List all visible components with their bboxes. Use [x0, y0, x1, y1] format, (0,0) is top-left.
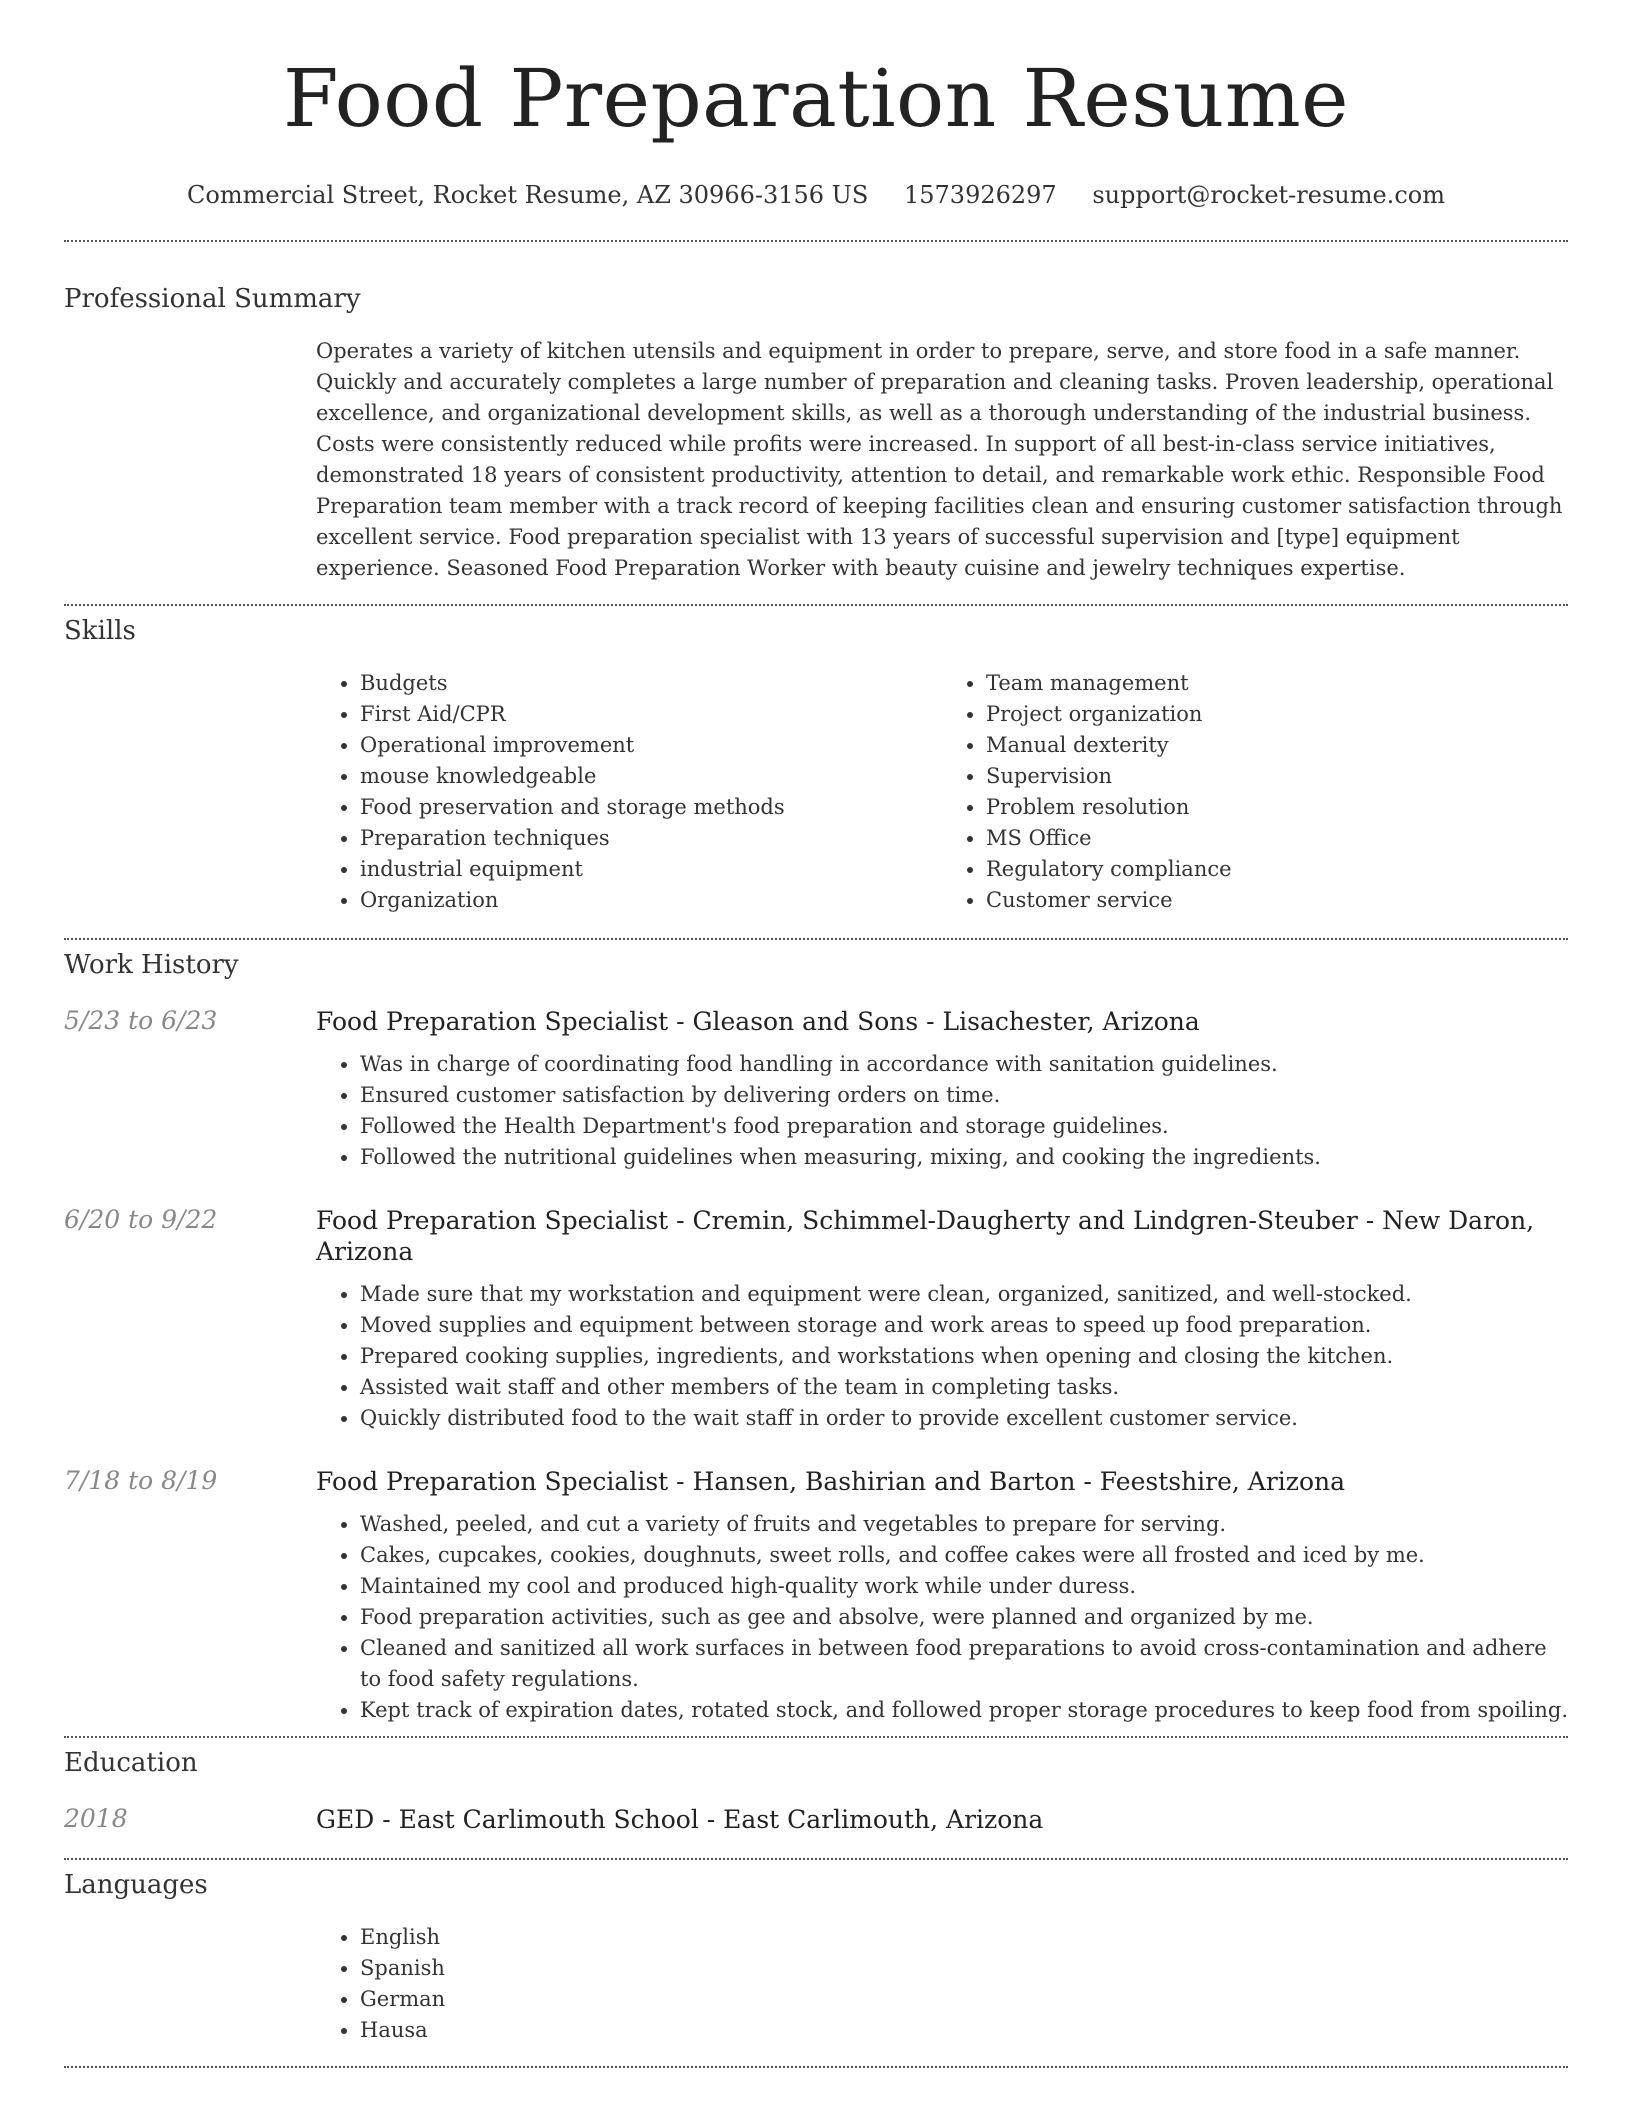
job-title: Food Preparation Specialist - Cremin, Schimmel-Daugherty and Lindgren-Steuber - New Daron, Arizona [316, 1206, 1535, 1266]
list-item: • Supervision [986, 761, 1568, 792]
list-item: • Made sure that my workstation and equipment were clean, organized, sanitized, and well-stocked. [360, 1279, 1568, 1310]
divider [64, 604, 1568, 606]
list-item: • Prepared cooking supplies, ingredients, and workstations when opening and closing the kitchen. [360, 1341, 1568, 1372]
section-heading-summary: Professional Summary [64, 284, 361, 314]
list-item: • Moved supplies and equipment between storage and work areas to speed up food preparation. [360, 1310, 1568, 1341]
contact-line [0, 181, 1632, 209]
job-dates: 7/18 to 8/19 [64, 1466, 218, 1495]
list-item: • Food preparation activities, such as gee and absolve, were planned and organized by me. [360, 1602, 1568, 1633]
skills-list-right [942, 668, 1568, 916]
list-item: • Hausa [360, 2015, 1568, 2046]
job-title: Food Preparation Specialist - Hansen, Bashirian and Barton - Feestshire, Arizona [316, 1467, 1346, 1496]
list-item: • Quickly distributed food to the wait staff in order to provide excellent customer service. [360, 1403, 1568, 1434]
phone: 1573926297 [904, 181, 1057, 209]
list-item: • Kept track of expiration dates, rotated stock, and followed proper storage procedures to keep food from spoiling. [360, 1695, 1568, 1726]
job-bullets [316, 1279, 1568, 1434]
education-section [64, 1748, 1568, 1835]
list-item: • Cakes, cupcakes, cookies, doughnuts, sweet rolls, and coffee cakes were all frosted and iced by me. [360, 1540, 1568, 1571]
divider [64, 2066, 1568, 2068]
resume-title: Food Preparation Resume [282, 52, 1350, 145]
address: Commercial Street, Rocket Resume, AZ 30966-3156 US [187, 181, 869, 209]
languages-section [64, 1870, 1568, 2046]
list-item: • Maintained my cool and produced high-quality work while under duress. [360, 1571, 1568, 1602]
section-heading-skills: Skills [64, 616, 136, 646]
skills-columns [316, 668, 1568, 916]
languages-content [316, 1922, 1568, 2046]
list-item: • industrial equipment [360, 854, 942, 885]
job-entry [64, 1006, 1568, 1173]
list-item: • Organization [360, 885, 942, 916]
list-item: • Followed the Health Department's food preparation and storage guidelines. [360, 1111, 1568, 1142]
job-content [316, 1205, 1568, 1434]
job-entry [64, 1466, 1568, 1726]
divider [64, 1736, 1568, 1738]
list-item: • Manual dexterity [986, 730, 1568, 761]
education-title: GED - East Carlimouth School - East Carlimouth, Arizona [316, 1805, 1044, 1834]
list-item: • Cleaned and sanitized all work surfaces in between food preparations to avoid cross-contamination and adhere to food safety regulations. [360, 1633, 1568, 1695]
job-bullets [316, 1509, 1568, 1726]
job-dates: 5/23 to 6/23 [64, 1006, 218, 1035]
list-item: • Preparation techniques [360, 823, 942, 854]
job-content [316, 1466, 1568, 1726]
education-entry [64, 1804, 1568, 1835]
education-year: 2018 [64, 1804, 128, 1833]
skills-section [64, 616, 1568, 916]
list-item: • Washed, peeled, and cut a variety of fruits and vegetables to prepare for serving. [360, 1509, 1568, 1540]
skills-list-left [316, 668, 942, 916]
list-item: • Project organization [986, 699, 1568, 730]
section-heading-education: Education [64, 1748, 198, 1778]
list-item: • Regulatory compliance [986, 854, 1568, 885]
divider [64, 1858, 1568, 1860]
list-item: • Team management [986, 668, 1568, 699]
list-item: • mouse knowledgeable [360, 761, 942, 792]
summary-section [64, 284, 1568, 584]
list-item: • Followed the nutritional guidelines when measuring, mixing, and cooking the ingredients. [360, 1142, 1568, 1173]
languages-list [316, 1922, 1568, 2046]
list-item: • Was in charge of coordinating food handling in accordance with sanitation guidelines. [360, 1049, 1568, 1080]
list-item: • Ensured customer satisfaction by delivering orders on time. [360, 1080, 1568, 1111]
list-item: • Spanish [360, 1953, 1568, 1984]
list-item: • English [360, 1922, 1568, 1953]
list-item: • Budgets [360, 668, 942, 699]
job-entry [64, 1205, 1568, 1434]
section-heading-languages: Languages [64, 1870, 208, 1900]
job-title: Food Preparation Specialist - Gleason and Sons - Lisachester, Arizona [316, 1007, 1200, 1036]
list-item: • MS Office [986, 823, 1568, 854]
list-item: • Food preservation and storage methods [360, 792, 942, 823]
list-item: • Customer service [986, 885, 1568, 916]
job-bullets [316, 1049, 1568, 1173]
job-content [316, 1006, 1568, 1173]
divider [64, 938, 1568, 940]
summary-text: Operates a variety of kitchen utensils and equipment in order to prepare, serve, and store food in a safe manner. Quickly and accurately completes a large number of preparation and cleaning tasks. Proven leadership, operational excellence, and organizational development skills, as well as a thorough understanding of the industrial business. Costs were consistently reduced while profits were increased. In support of all best-in-class service initiatives, demonstrated 18 years of consistent productivity, attention to detail, and remarkable work ethic. Responsible Food Preparation team member with a track record of keeping facilities clean and ensuring customer satisfaction through excellent service. Food preparation specialist with 13 years of successful supervision and [type] equipment experience. Seasoned Food Preparation Worker with beauty cuisine and jewelry techniques expertise. [316, 339, 1563, 580]
divider [64, 240, 1568, 242]
list-item: • Operational improvement [360, 730, 942, 761]
job-dates: 6/20 to 9/22 [64, 1205, 218, 1234]
section-heading-work: Work History [64, 950, 239, 980]
email: support@rocket-resume.com [1092, 181, 1445, 209]
list-item: • Problem resolution [986, 792, 1568, 823]
list-item: • Assisted wait staff and other members of the team in completing tasks. [360, 1372, 1568, 1403]
work-section [64, 950, 1568, 1726]
list-item: • German [360, 1984, 1568, 2015]
list-item: • First Aid/CPR [360, 699, 942, 730]
